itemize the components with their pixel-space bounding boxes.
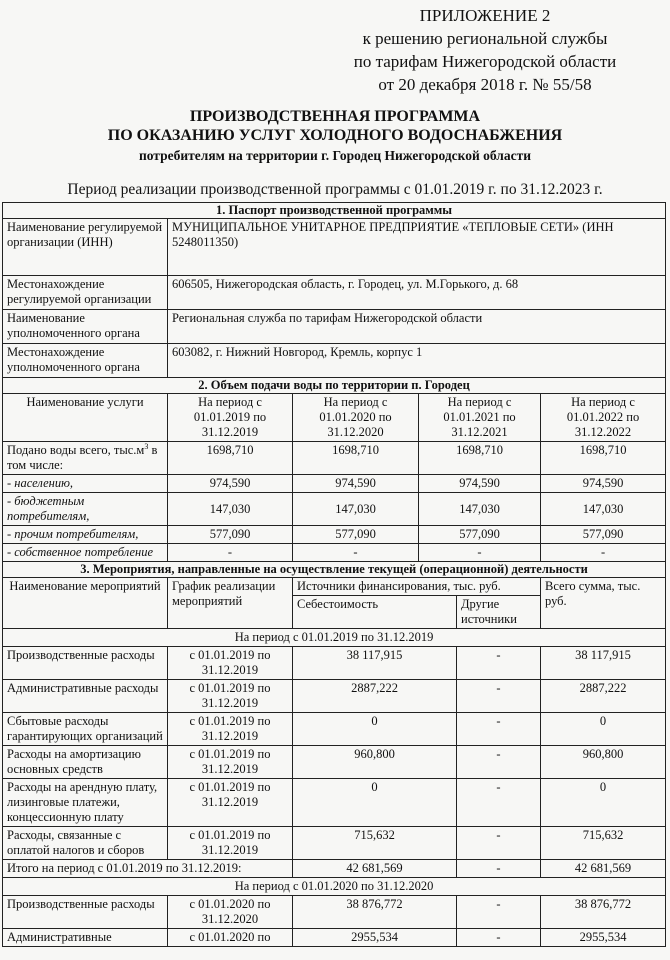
section-heading: 3. Мероприятия, направленные на осуществление текущей (операционной) деятельности xyxy=(3,562,666,578)
passport-value: Региональная служба по тарифам Нижегородской области xyxy=(168,310,666,344)
activity-total: 2955,534 xyxy=(541,929,666,947)
cell-value: - xyxy=(293,544,419,562)
activity-schedule: с 01.01.2020 по 31.12.2020 xyxy=(168,896,293,929)
activity-row xyxy=(3,929,666,947)
cell-value: - xyxy=(168,544,293,562)
activity-schedule: с 01.01.2019 по 31.12.2019 xyxy=(168,680,293,713)
cell-value: 577,090 xyxy=(541,526,666,544)
passport-value: МУНИЦИПАЛЬНОЕ УНИТАРНОЕ ПРЕДПРИЯТИЕ «ТЕПЛОВЫЕ СЕТИ» (ИНН 5248011350) xyxy=(168,219,666,276)
total-label: Итого на период с 01.01.2019 по 31.12.2019: xyxy=(3,860,293,878)
activity-total: 0 xyxy=(541,713,666,746)
section-heading: 1. Паспорт производственной программы xyxy=(3,203,666,219)
appendix-header xyxy=(340,4,630,96)
column-header: Наименование мероприятий xyxy=(3,578,168,629)
activity-schedule: с 01.01.2019 по 31.12.2019 xyxy=(168,746,293,779)
activity-cost: 960,800 xyxy=(293,746,457,779)
activity-name: Административные xyxy=(3,929,168,947)
cell-value: 147,030 xyxy=(541,493,666,526)
activity-row xyxy=(3,746,666,779)
document-title: ПРОИЗВОДСТВЕННАЯ ПРОГРАММА xyxy=(189,108,481,125)
passport-label: Местонахождение уполномоченного органа xyxy=(3,344,168,378)
cell-value: 1698,710 xyxy=(419,442,541,475)
cell-value: 147,030 xyxy=(419,493,541,526)
passport-row xyxy=(3,219,666,276)
cell-value: - xyxy=(419,544,541,562)
cell-value: 577,090 xyxy=(419,526,541,544)
column-header: Наименование услуги xyxy=(3,394,168,442)
column-header: На период с 01.01.2021 по 31.12.2021 xyxy=(419,394,541,442)
activity-total: 960,800 xyxy=(541,746,666,779)
supply-header-row xyxy=(3,394,666,442)
supply-row xyxy=(3,526,666,544)
passport-label: Наименование регулируемой организации (ИНН) xyxy=(3,219,168,276)
passport-row xyxy=(3,276,666,310)
activity-row xyxy=(3,896,666,929)
activity-total: 2887,222 xyxy=(541,680,666,713)
activity-name: Сбытовые расходы гарантирующих организаций xyxy=(3,713,168,746)
cell-value: 577,090 xyxy=(168,526,293,544)
superscript: 3 xyxy=(144,441,149,451)
row-label: - населению, xyxy=(3,475,168,493)
row-label xyxy=(3,442,168,475)
activity-total: 38 117,915 xyxy=(541,647,666,680)
cell-value: 147,030 xyxy=(293,493,419,526)
activity-cost: 38 117,915 xyxy=(293,647,457,680)
total-cost: 42 681,569 xyxy=(293,860,457,878)
cell-value: 577,090 xyxy=(293,526,419,544)
activity-schedule: с 01.01.2019 по 31.12.2019 xyxy=(168,779,293,827)
activity-total: 0 xyxy=(541,779,666,827)
activity-cost: 0 xyxy=(293,779,457,827)
activity-total: 38 876,772 xyxy=(541,896,666,929)
passport-row xyxy=(3,310,666,344)
activity-name: Расходы на амортизацию основных средств xyxy=(3,746,168,779)
period-total-row xyxy=(3,860,666,878)
supply-row xyxy=(3,493,666,526)
appendix-line: к решению региональной службы xyxy=(362,29,608,48)
cell-value: 974,590 xyxy=(168,475,293,493)
passport-label: Наименование уполномоченного органа xyxy=(3,310,168,344)
column-header: График реализации мероприятий xyxy=(168,578,293,629)
row-label: - прочим потребителям, xyxy=(3,526,168,544)
activity-cost: 715,632 xyxy=(293,827,457,860)
activity-cost: 2955,534 xyxy=(293,929,457,947)
program-period: Период реализации производственной программы с 01.01.2019 г. по 31.12.2023 г. xyxy=(67,181,603,198)
document-subtitle: потребителям на территории г. Городец Нижегородской области xyxy=(138,148,532,163)
cell-value: 974,590 xyxy=(293,475,419,493)
column-header: Источники финансирования, тыс. руб. xyxy=(293,578,541,596)
column-header: Всего сумма, тыс. руб. xyxy=(541,578,666,629)
supply-total-row xyxy=(3,442,666,475)
appendix-line: от 20 декабря 2018 г. № 55/58 xyxy=(378,75,592,94)
cell-value: 1698,710 xyxy=(541,442,666,475)
activity-total: 715,632 xyxy=(541,827,666,860)
total-other: - xyxy=(457,860,541,878)
cell-value: 974,590 xyxy=(541,475,666,493)
row-label-text: в том числе: xyxy=(7,443,158,472)
total-sum: 42 681,569 xyxy=(541,860,666,878)
activity-other: - xyxy=(457,779,541,827)
activity-schedule: с 01.01.2019 по 31.12.2019 xyxy=(168,827,293,860)
appendix-line: ПРИЛОЖЕНИЕ 2 xyxy=(419,6,551,25)
document-title: ПО ОКАЗАНИЮ УСЛУГ ХОЛОДНОГО ВОДОСНАБЖЕНИЯ xyxy=(107,127,563,144)
activity-cost: 0 xyxy=(293,713,457,746)
column-header: На период с 01.01.2022 по 31.12.2022 xyxy=(541,394,666,442)
column-header: Другие источники xyxy=(457,596,541,629)
activity-row xyxy=(3,713,666,746)
passport-label: Местонахождение регулируемой организации xyxy=(3,276,168,310)
activity-other: - xyxy=(457,929,541,947)
column-header: На период с 01.01.2020 по 31.12.2020 xyxy=(293,394,419,442)
activity-row xyxy=(3,827,666,860)
activities-header-row xyxy=(3,578,666,596)
period-row: На период с 01.01.2019 по 31.12.2019 xyxy=(3,629,666,647)
supply-row xyxy=(3,544,666,562)
activity-name: Административные расходы xyxy=(3,680,168,713)
activity-schedule: с 01.01.2019 по 31.12.2019 xyxy=(168,647,293,680)
cell-value: 974,590 xyxy=(419,475,541,493)
activity-other: - xyxy=(457,827,541,860)
activity-schedule: с 01.01.2020 по xyxy=(168,929,293,947)
activity-other: - xyxy=(457,746,541,779)
activity-other: - xyxy=(457,713,541,746)
section-heading: 2. Объем подачи воды по территории п. Городец xyxy=(3,378,666,394)
column-header: Себестоимость xyxy=(293,596,457,629)
activity-schedule: с 01.01.2019 по 31.12.2019 xyxy=(168,713,293,746)
activity-cost: 38 876,772 xyxy=(293,896,457,929)
activity-row xyxy=(3,647,666,680)
passport-row xyxy=(3,344,666,378)
activity-cost: 2887,222 xyxy=(293,680,457,713)
row-label: - бюджетным потребителям, xyxy=(3,493,168,526)
row-label: - собственное потребление xyxy=(3,544,168,562)
passport-value: 603082, г. Нижний Новгород, Кремль, корпус 1 xyxy=(168,344,666,378)
activity-row xyxy=(3,779,666,827)
activity-other: - xyxy=(457,896,541,929)
program-table xyxy=(2,202,666,947)
activity-name: Расходы, связанные с оплатой налогов и сборов xyxy=(3,827,168,860)
cell-value: 1698,710 xyxy=(293,442,419,475)
activity-name: Производственные расходы xyxy=(3,896,168,929)
appendix-line: по тарифам Нижегородской области xyxy=(353,52,617,71)
activity-name: Производственные расходы xyxy=(3,647,168,680)
cell-value: - xyxy=(541,544,666,562)
supply-row xyxy=(3,475,666,493)
cell-value: 147,030 xyxy=(168,493,293,526)
activity-name: Расходы на арендную плату, лизинговые платежи, концессионную плату xyxy=(3,779,168,827)
column-header: На период с 01.01.2019 по 31.12.2019 xyxy=(168,394,293,442)
row-label-text: Подано воды всего, тыс.м xyxy=(7,443,145,457)
activity-other: - xyxy=(457,647,541,680)
cell-value: 1698,710 xyxy=(168,442,293,475)
period-row: На период с 01.01.2020 по 31.12.2020 xyxy=(3,878,666,896)
activity-other: - xyxy=(457,680,541,713)
passport-value: 606505, Нижегородская область, г. Городец, ул. М.Горького, д. 68 xyxy=(168,276,666,310)
activity-row xyxy=(3,680,666,713)
